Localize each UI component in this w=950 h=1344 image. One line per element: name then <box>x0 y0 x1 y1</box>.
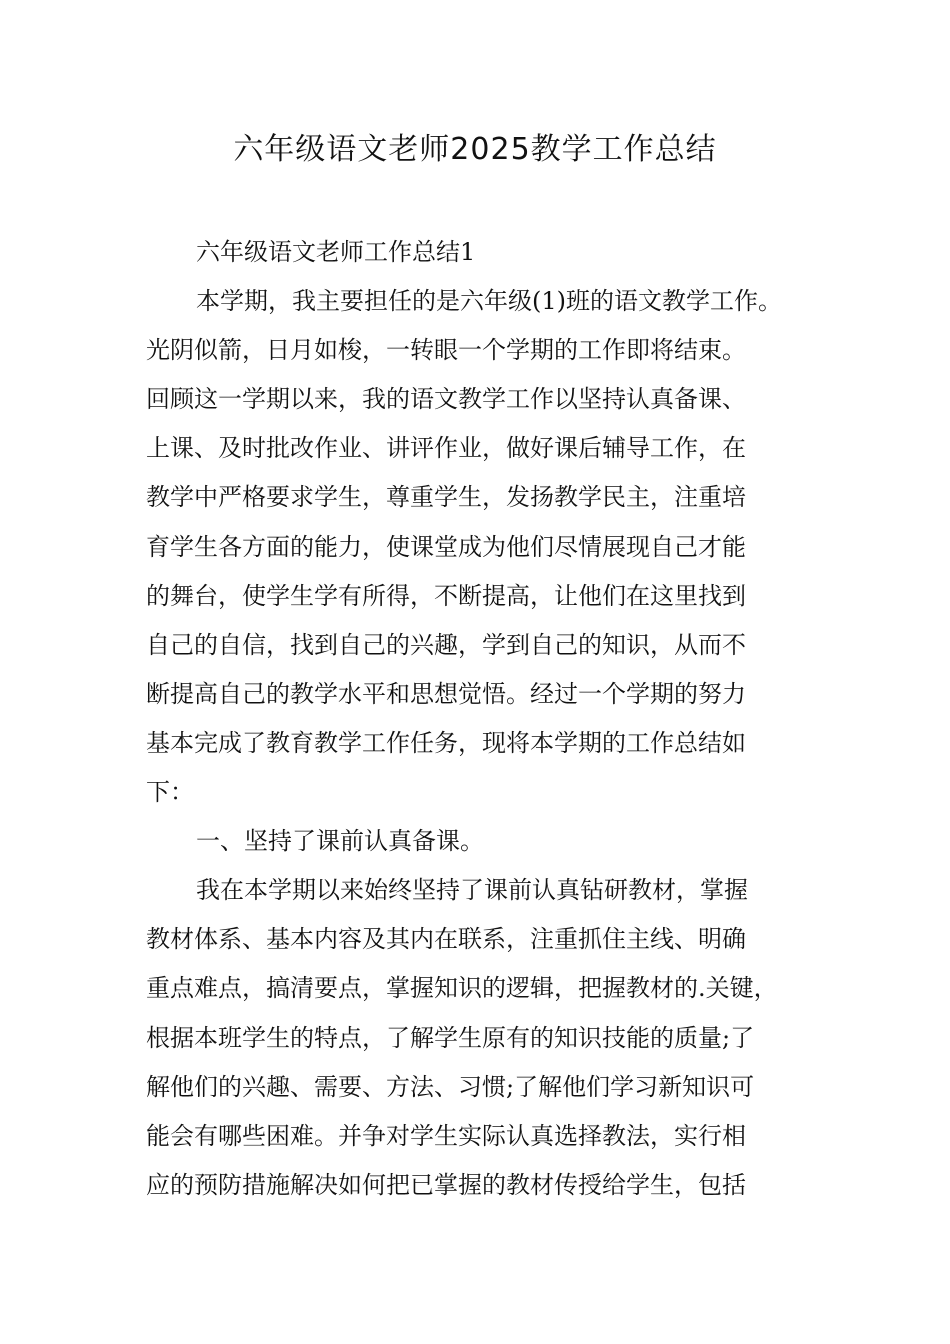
document-title: 六年级语文老师2025教学工作总结 <box>233 132 717 167</box>
text-line: 下： <box>146 778 194 807</box>
document-body <box>146 228 806 1210</box>
text-line: 六年级语文老师工作总结1 <box>196 238 476 266</box>
text-line: 回顾这一学期以来，我的语文教学工作以坚持认真备课、 <box>146 385 746 414</box>
text-line: 根据本班学生的特点，了解学生原有的知识技能的质量;了 <box>146 1023 755 1052</box>
text-line: 光阴似箭，日月如梭，一转眼一个学期的工作即将结束。 <box>146 336 746 365</box>
text-line: 能会有哪些困难。并争对学生实际认真选择教法，实行相 <box>146 1121 746 1150</box>
text-line: 教学中严格要求学生，尊重学生，发扬教学民主，注重培 <box>146 483 746 512</box>
text-line: 一、坚持了课前认真备课。 <box>196 827 484 856</box>
text-line: 应的预防措施解决如何把已掌握的教材传授给学生，包括 <box>146 1170 746 1199</box>
text-line: 基本完成了教育教学工作任务，现将本学期的工作总结如 <box>146 728 746 757</box>
text-line: 的舞台，使学生学有所得，不断提高，让他们在这里找到 <box>146 581 746 610</box>
text-line: 教材体系、基本内容及其内在联系，注重抓住主线、明确 <box>146 925 746 954</box>
text-line: 重点难点，搞清要点，掌握知识的逻辑，把握教材的.关键， <box>146 974 778 1003</box>
text-line: 上课、及时批改作业、讲评作业，做好课后辅导工作，在 <box>146 434 746 463</box>
text-line: 自己的自信，找到自己的兴趣，学到自己的知识，从而不 <box>146 630 746 659</box>
text-line: 断提高自己的教学水平和思想觉悟。经过一个学期的努力 <box>146 679 746 708</box>
text-line: 育学生各方面的能力，使课堂成为他们尽情展现自己才能 <box>146 532 746 561</box>
text-line: 本学期，我主要担任的是六年级(1)班的语文教学工作。 <box>196 287 782 316</box>
text-line: 解他们的兴趣、需要、方法、习惯;了解他们学习新知识可 <box>146 1072 755 1101</box>
text-line: 我在本学期以来始终坚持了课前认真钻研教材，掌握 <box>196 876 748 905</box>
